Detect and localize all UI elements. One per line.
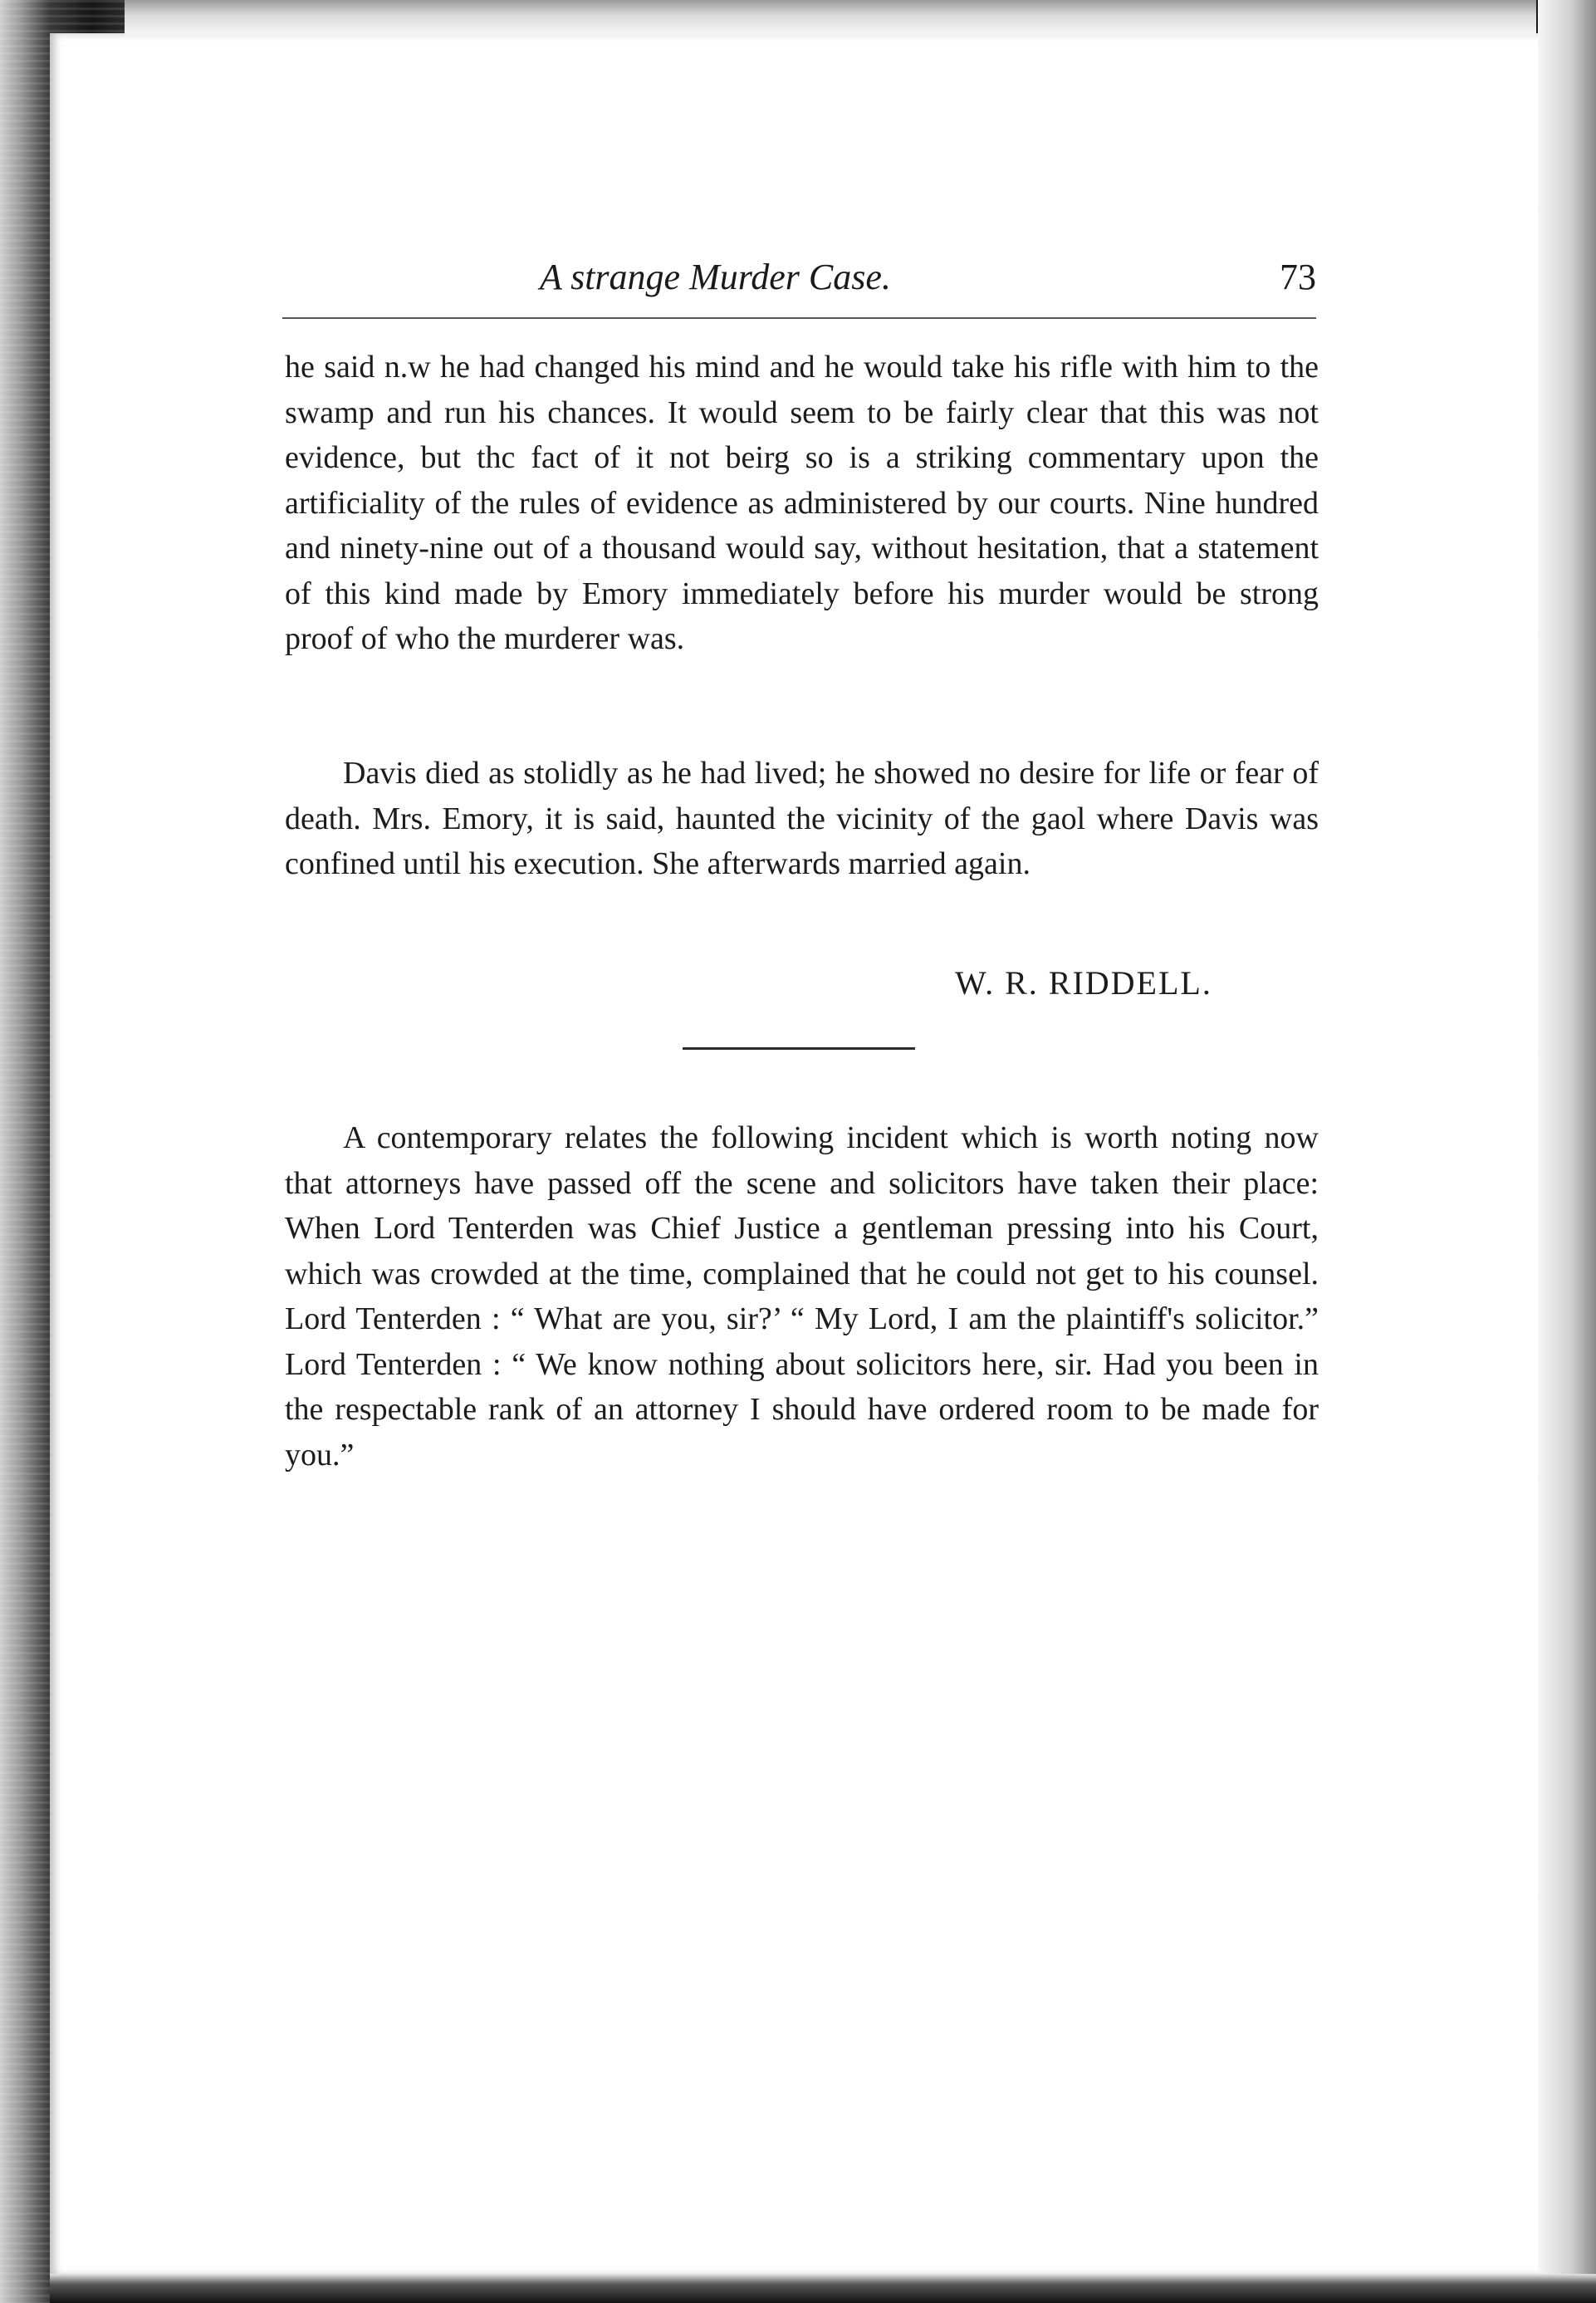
- paragraph-3: A contemporary relates the following incident which is worth noting now that attorneys have passed off the scene and solicitors have taken their place: When Lord Tenterden was Chief Justice a gentleman pressing into his Court, which was crowded at the time, complained that he could not get to his counsel. Lord Tenterden : “ What are you, sir?’ “ My Lord, I am the plaintiff's solicitor.” Lord Tenterden : “ We know nothing about solicitors here, sir. Had you been in the respectable rank of an attorney I should have ordered room to be made for you.”: [285, 1120, 1319, 1472]
- page-header: [282, 256, 1316, 316]
- section-divider: [683, 1047, 915, 1050]
- page-number: 73: [1280, 257, 1316, 297]
- header-rule: [282, 317, 1316, 319]
- author-signature: W. R. RIDDELL.: [955, 964, 1212, 1002]
- right-page-edge: [1538, 0, 1596, 2303]
- running-title: A strange Murder Case.: [540, 257, 891, 297]
- bottom-page-edge: [50, 2274, 1596, 2303]
- paragraph-2: Davis died as stolidly as he had lived; he showed no desire for life or fear of death. Mrs. Emory, it is said, haunted the vicinity of the gaol where Davis was confined until his execution. She afterwards married again.: [285, 756, 1319, 881]
- paragraph-1: he said n.w he had changed his mind and he would take his rifle with him to the swamp and run his chances. It would seem to be fairly clear that this was not evidence, but thc fact of it not beirg so is a striking commentary upon the artificiality of the rules of evidence as administered by our courts. Nine hundred and ninety-nine out of a thousand would say, without hesitation, that a statement of this kind made by Emory immediately before his murder would be strong proof of who the murderer was.: [285, 350, 1319, 656]
- top-page-edge: [125, 0, 1536, 40]
